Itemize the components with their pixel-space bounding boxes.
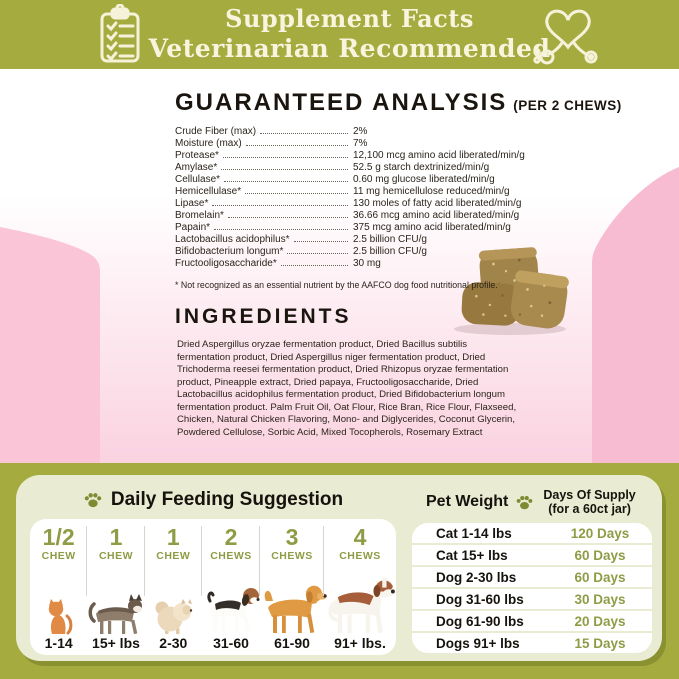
- analysis-row: Protease* 12,100 mcg amino acid liberated/min/g: [175, 150, 525, 161]
- dot-leader: [287, 253, 348, 254]
- analysis-row: Papain* 375 mcg amino acid liberated/min/g: [175, 222, 511, 233]
- dot-leader: [294, 241, 348, 242]
- days-of-supply-header: Days Of Supply (for a 60ct jar): [543, 488, 636, 516]
- dose-column: 4 CHEWS 91+ lbs.: [324, 519, 396, 655]
- dot-leader: [260, 133, 348, 134]
- supply-row: Cat 1-14 lbs 120 Days: [436, 525, 630, 541]
- supply-row: Dogs 91+ lbs 15 Days: [412, 631, 652, 653]
- supply-table: [412, 523, 652, 653]
- analysis-rows: [175, 126, 595, 270]
- supply-row: Dog 61-90 lbs 20 Days: [412, 609, 652, 631]
- dot-leader: [228, 217, 348, 218]
- paw-icon: [515, 493, 534, 512]
- guaranteed-analysis-section: [175, 89, 622, 290]
- dot-leader: [224, 181, 348, 182]
- daily-feeding-title-row: [30, 485, 396, 515]
- analysis-row: Amylase* 52.5 g starch dextrinized/min/g: [175, 162, 490, 173]
- pomeranian-illustration: [145, 562, 202, 635]
- kitten-illustration: [30, 562, 87, 635]
- paw-icon: [83, 490, 103, 510]
- supply-row: Cat 15+ lbs 60 Days: [412, 543, 652, 565]
- st-bernard-illustration: [324, 562, 396, 635]
- analysis-row: Bifidobacterium longum* 2.5 billion CFU/g: [175, 246, 427, 257]
- header-banner: [0, 0, 679, 70]
- days-of-supply-block: [412, 485, 652, 653]
- dot-leader: [246, 145, 348, 146]
- guaranteed-analysis-title-text: GUARANTEED ANALYSIS: [175, 89, 508, 116]
- dose-column: 2 CHEWS 31-60: [202, 519, 260, 655]
- guaranteed-analysis-title: [175, 89, 622, 117]
- per-2-chews-subtitle: (PER 2 CHEWS): [513, 98, 622, 113]
- feeding-panel: [0, 463, 679, 679]
- supply-row: Dog 2-30 lbs 60 Days: [412, 565, 652, 587]
- beagle-illustration: [202, 562, 260, 635]
- label-body: [0, 69, 679, 463]
- analysis-row: Fructooligosaccharide* 30 mg: [175, 258, 381, 269]
- supply-row: Dog 31-60 lbs 30 Days: [412, 587, 652, 609]
- aafco-footnote: * Not recognized as an essential nutrient by the AAFCO dog food nutritional profile.: [175, 280, 498, 290]
- analysis-row: Moisture (max) 7%: [175, 138, 368, 149]
- daily-feeding-title: Daily Feeding Suggestion: [110, 489, 344, 510]
- analysis-row: Lactobacillus acidophilus* 2.5 billion CFU/g: [175, 234, 427, 245]
- dot-leader: [245, 193, 348, 194]
- dot-leader: [212, 205, 348, 206]
- header-title-line2: Veterinarian Recommended: [148, 34, 551, 63]
- dose-column: 1 CHEW 15+ lbs: [87, 519, 144, 655]
- chew-dosage-box: [30, 519, 396, 655]
- pet-weight-header: Pet Weight: [426, 493, 509, 510]
- analysis-row: Lipase* 130 moles of fatty acid liberated/min/g: [175, 198, 522, 209]
- ingredients-section: [175, 305, 527, 439]
- dose-column: 1 CHEW 2-30: [145, 519, 202, 655]
- analysis-row: Crude Fiber (max) 2%: [175, 126, 368, 137]
- dot-leader: [214, 229, 348, 230]
- adult-cat-illustration: [87, 562, 144, 635]
- dot-leader: [281, 265, 348, 266]
- daily-feeding-block: [30, 485, 396, 655]
- ingredients-text: Dried Aspergillus oryzae fermentation product, Dried Bacillus subtilis fermentation product, Dried Aspergillus niger fermentation product, Dried Trichoderma reesei fermentation product, Dried Rhizopus oryzae fermentation product, Pineapple extract, Dried papaya, Fructooligosaccharide, Dried Lactobacillus acidophilus fermentation product, Dried Bifidobacterium longum fermentation product. Palm Fruit Oil, Oat Flour, Rice Bran, Rice Flour, Flaxseed, Chicken, Natural Chicken Flavoring, Mono- and Diglycerides, Coconut Glycerin, Powdered Cellulose, Sorbic Acid, Mixed Tocopherols, Rosemary Extract: [177, 339, 517, 438]
- analysis-row: Hemicellulase* 11 mg hemicellulose reduced/min/g: [175, 186, 510, 197]
- ingredients-title: INGREDIENTS: [175, 305, 352, 328]
- stethoscope-heart-icon: [532, 5, 602, 67]
- analysis-row: Bromelain* 36.66 mcg amino acid liberated/min/g: [175, 210, 520, 221]
- analysis-row: Cellulase* 0.60 mg glucose liberated/min/g: [175, 174, 495, 185]
- golden-retriever-illustration: [260, 562, 324, 635]
- dot-leader: [221, 169, 348, 170]
- dot-leader: [223, 157, 348, 158]
- dose-column: 3 CHEWS 61-90: [260, 519, 324, 655]
- dose-column: 1/2 CHEW 1-14: [30, 519, 87, 655]
- supply-header-row: [412, 485, 652, 519]
- header-title-line1: Supplement Facts: [225, 4, 474, 33]
- feeding-card: [16, 475, 662, 661]
